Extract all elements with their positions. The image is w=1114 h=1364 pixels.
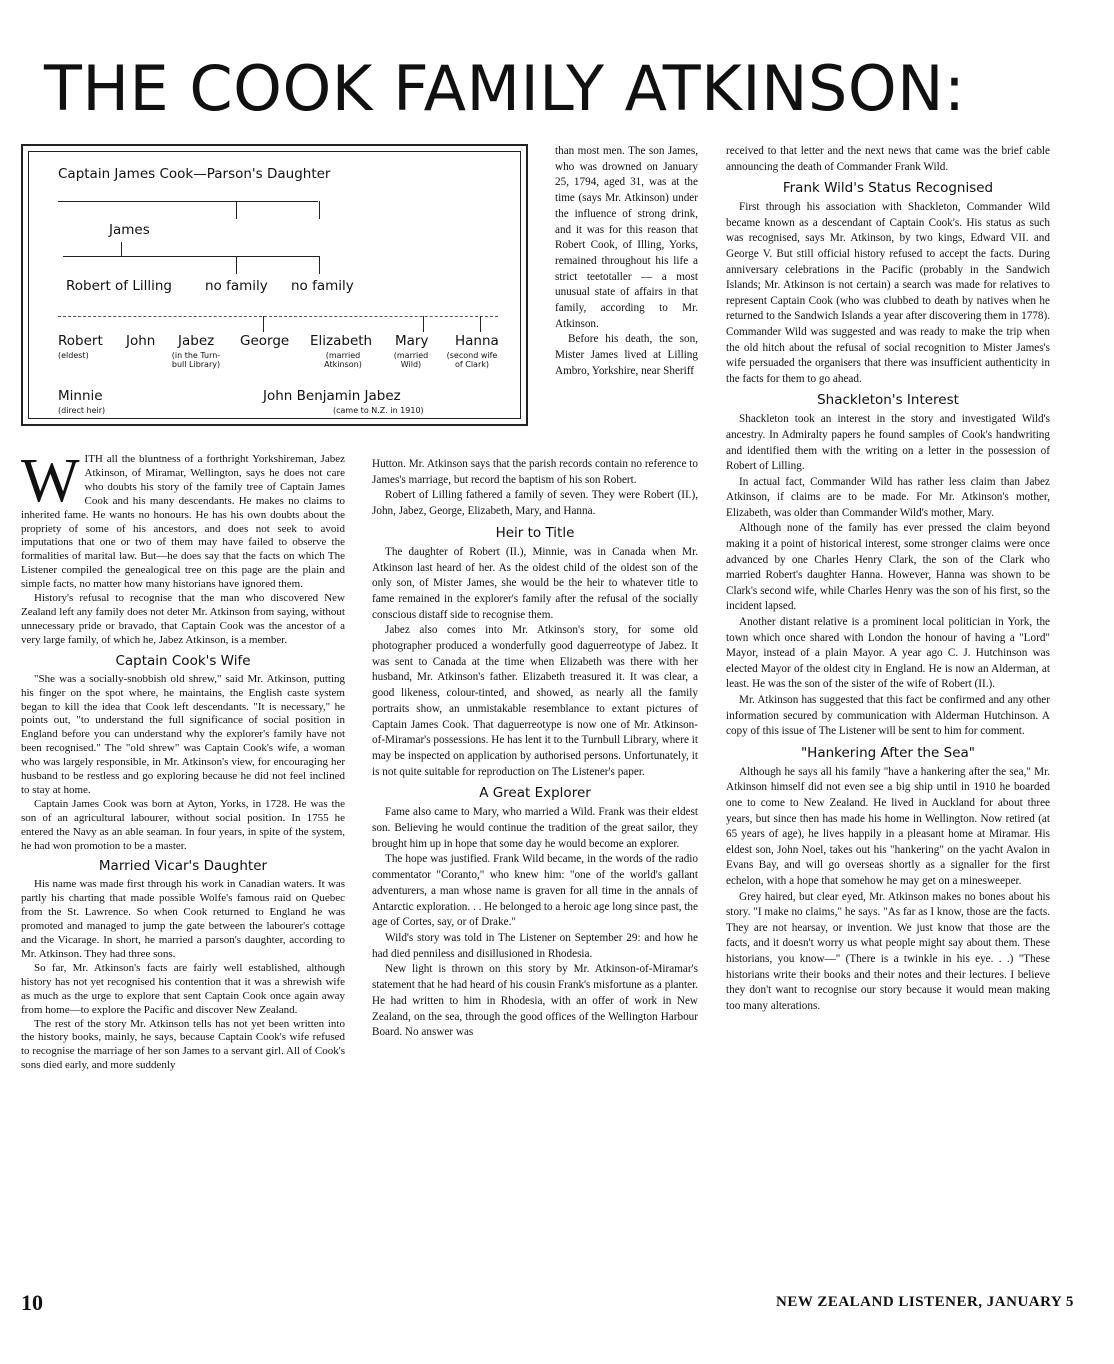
subheading: Married Vicar's Daughter xyxy=(98,858,268,875)
paragraph: Fame also came to Mary, who married a Wild. Frank was their eldest son. Believing he would continue the tradition of the great sailor, they brought him up in hope that some day he would become an explorer. xyxy=(372,806,698,850)
tree-george: George xyxy=(240,333,290,349)
tree-line xyxy=(63,256,319,257)
intro-paragraph: WITH all the bluntness of a forthright Yorkshireman, Jabez Atkinson, of Miramar, Wellington, says he does not care who doubts his story of the family tree of Captain James Cook and his many descendants. He makes no claims to inherited fame. He wants no honours. He has his own doubts about the propriety of some of his ancestors, and does not seek to avoid imputations that one or two of them may have failed to observe the formalities of marital law. But—he does say that the facts on which The Listener compiled the genealogical tree on this page are the plain and simple facts, no matter how many historians have ignored them. xyxy=(21,447,345,591)
tree-line xyxy=(236,256,237,274)
publication-footer: NEW ZEALAND LISTENER, JANUARY 5 xyxy=(776,1294,1074,1310)
tree-james: James xyxy=(109,222,150,238)
subheading: "Hankering After the Sea" xyxy=(800,744,976,761)
paragraph: "She was a socially-snobbish old shrew," said Mr. Atkinson, putting his finger on the spot where, he maintains, the English caste system began to kill the idea that Cook left descendants. "It is necessary," he points out, "to understand the full significance of social position in England before you can understand why the explorer's family have not been recognised." The "old shrew" was Captain Cook's wife, a woman who was largely responsible, in Mr. Atkinson's view, for encouraging her husband to be restless and go exploring because he did not feel inclined to stay at home. xyxy=(21,672,345,796)
tree-mary: Mary xyxy=(395,333,429,349)
paragraph: History's refusal to recognise that the man who discovered New Zealand left any family does not deter Mr. Atkinson from saying, without unnecessary pride or bravado, that Captain Cook was the ancestor of a very large family, of which he, Jabez Atkinson, is a member. xyxy=(21,592,345,646)
paragraph: Although he says all his family "have a hankering after the sea," Mr. Atkinson himself did not even see a big ship until in 1910 he boarded one to come to New Zealand. He lived in Auckland for about three years, but since then has made his home in Wellington. Now retired (at 65 years of age), he lives happily in a pleasant home at Miramar. His eldest son, John Noel, takes out his "hankering" on the yacht Avalon in Evans Bay, and will go overseas shortly as a signaller for the first echelon, with a hope that somehow he may get on a minesweeper. xyxy=(726,765,1050,887)
column-3 xyxy=(726,144,1050,1014)
tree-minnie-note: (direct heir) xyxy=(58,406,106,415)
paragraph: The hope was justified. Frank Wild became, in the words of the radio commentator "Coranto," who knew him: "one of the world's gallant adventurers, a man whose name is graven for all time in the annals of Antarctic exploration. . . He belonged to a heroic age long since past, the age of Cortes, say, or of Drake." xyxy=(372,853,698,929)
paragraph: Before his death, the son, Mister James lived at Lilling Ambro, Yorkshire, near Sheriff xyxy=(555,333,698,377)
paragraph: Robert of Lilling fathered a family of seven. They were Robert (II.), John, Jabez, George, Elizabeth, Mary, and Hanna. xyxy=(372,489,698,518)
tree-john-benjamin-jabez: John Benjamin Jabez xyxy=(263,388,401,404)
paragraph: Captain James Cook was born at Ayton, Yorks, in 1728. He was the son of an agricultural labourer, without social position. In 1755 he entered the Navy as an able seaman. In four years, in spite of the system, he had won promotion to be a master. xyxy=(21,797,345,852)
tree-line xyxy=(58,201,318,202)
tree-hanna-note: (second wife of Clark) xyxy=(446,351,498,369)
tree-line xyxy=(480,316,481,332)
subheading: Captain Cook's Wife xyxy=(115,652,251,669)
tree-mary-note: (married Wild) xyxy=(393,351,429,369)
paragraph: Grey haired, but clear eyed, Mr. Atkinson makes no bones about his story. "I make no claims," he says. "As far as I know, those are the facts. They are not hearsay, or invention. We just know that those are the facts, and it doesn't worry us what people might say about them. These historians, you know—" (There is a twinkle in his eye. . .) "These historians write their books and their notes and their lectures. I believe they don't want to recognise our story because it would mean making too many alterations. xyxy=(726,890,1050,1012)
tree-john: John xyxy=(126,333,156,349)
paragraph: Mr. Atkinson has suggested that this fact be confirmed and any other information secured by communication with Alderman Hutchinson. A copy of this issue of The Listener will be sent to him for comment. xyxy=(726,694,1050,738)
tree-line xyxy=(236,201,237,219)
tree-line xyxy=(319,256,320,274)
column-2 xyxy=(372,457,698,1041)
tree-line xyxy=(121,242,122,256)
paragraph: The rest of the story Mr. Atkinson tells has not yet been written into the history books, mainly, he says, because Captain Cook's wife refused to recognise the marriage of her son James to a servant girl. All of Cook's sons died early, and more suddenly xyxy=(21,1017,345,1072)
tree-line xyxy=(319,201,320,219)
subheading: Shackleton's Interest xyxy=(817,392,959,409)
paragraph: The daughter of Robert (II.), Minnie, was in Canada when Mr. Atkinson last heard of her. As the oldest child of the oldest son of the only son, of Mister James, she would be the heir to whatever title to fame remained in the explorer's family after the refusal of the socially conscious distaff side to recognise them. xyxy=(372,545,698,621)
tree-line xyxy=(58,316,498,317)
paragraph: Shackleton took an interest in the story and investigated Wild's ancestry. In Admiralty papers he found samples of Cook's handwriting and identified them with the writing on a letter in the possession of Robert of Lilling. xyxy=(726,413,1050,473)
paragraph: First through his association with Shackleton, Commander Wild became known as a descendant of Captain Cook's. His status as such was recognised, says Mr. Atkinson, by two kings, Edward VII. and George V. But still official history refused to accept the facts. During anniversary celebrations in the Pacific (probably in the Sandwich Islands; Mr. Atkinson is not certain) a search was made for relatives to represent Captain Cook (who was clubbed to death by natives when he returned to the Sandwich Islands a year after discovering them in 1778). Commander Wild was suggested and was ready to make the trip when the old hitch about the refusal of social recognition to Mister James's wife persuaded the organisers that there was insufficient authenticity in the facts for them to go ahead. xyxy=(726,201,1050,385)
tree-no-family-1: no family xyxy=(205,278,268,294)
paragraph: Although none of the family has ever pressed the claim beyond making it a point of historical interest, some stronger claims were once advanced by one Charles Henry Clark, the son of the Clark who married Robert's daughter Hanna. However, Hanna was shown to be Clark's second wife, while Charles Henry was the son of his first, so the incident lapsed. xyxy=(726,522,1050,613)
column-1 xyxy=(21,447,345,1073)
paragraph: than most men. The son James, who was drowned on January 25, 1794, aged 31, was at the time (says Mr. Atkinson) under the influence of strong drink, and it was for this reason that Robert Cook, of Illing, Yorks, remained throughout his life a strict teetotaller — a most unusual state of affairs in that family, according to Mr. Atkinson. xyxy=(555,145,698,330)
paragraph: received to that letter and the next news that came was the brief cable announcing the death of Commander Frank Wild. xyxy=(726,145,1050,173)
paragraph: Wild's story was told in The Listener on September 29: and how he had died penniless and disillusioned in Rhodesia. xyxy=(372,931,698,960)
tree-minnie: Minnie xyxy=(58,388,103,404)
tree-elizabeth-note: (married Atkinson) xyxy=(324,351,362,369)
subheading: Heir to Title xyxy=(495,524,575,541)
tree-jabez: Jabez xyxy=(178,333,215,349)
paragraph: Another distant relative is a prominent local politician in York, the town which once shared with London the honour of having a "Lord" Mayor, instead of a plain Mayor. A year ago C. J. Hutchinson was elected Mayor of the oldest city in England. He is now an Alderman, at least. He was the son of the sister of the wife of Robert (II.). xyxy=(726,616,1050,691)
tree-robert-note: (eldest) xyxy=(58,351,89,360)
column-2-upper xyxy=(555,144,698,380)
paragraph: Hutton. Mr. Atkinson says that the parish records contain no reference to James's marriage, but record the baptism of his son Robert. xyxy=(372,458,698,486)
tree-no-family-2: no family xyxy=(291,278,354,294)
tree-top-couple: Captain James Cook—Parson's Daughter xyxy=(58,166,331,182)
family-tree xyxy=(21,144,528,426)
headline: THE COOK FAMILY ATKINSON: xyxy=(44,52,966,125)
tree-line xyxy=(423,316,424,332)
tree-robert: Robert xyxy=(58,333,103,349)
paragraph: His name was made first through his work in Canadian waters. It was partly his charting that made possible Wolfe's famous raid on Quebec from the St. Lawrence. So when Cook returned to England he was promoted and managed to jump the gate between the labourer's cottage and the Vicarage. In short, he married a parson's daughter, according to Mr. Atkinson. They had three sons. xyxy=(21,878,345,960)
drop-cap: W xyxy=(21,447,80,515)
tree-elizabeth: Elizabeth xyxy=(310,333,373,349)
tree-line xyxy=(263,316,264,332)
subheading: Frank Wild's Status Recognised xyxy=(782,180,994,197)
page-number: 10 xyxy=(21,1290,43,1315)
paragraph: In actual fact, Commander Wild has rather less claim than Jabez Atkinson, if claims are to be made. For Mr. Atkinson's mother, Elizabeth, was older than Commander Wild's mother, Mary. xyxy=(726,475,1050,519)
paragraph: So far, Mr. Atkinson's facts are fairly well established, although history has not yet recognised his contention that it was a shrewish wife as much as the urge to explore that sent Captain Cook once again away from home—to explore the Pacific and discover New Zealand. xyxy=(21,961,345,1016)
tree-robert-of-lilling: Robert of Lilling xyxy=(66,278,172,294)
paragraph: New light is thrown on this story by Mr. Atkinson-of-Miramar's statement that he had heard of his cousin Frank's misfortune as a planter. He had written to him in Rhodesia, with an offer of work in New Zealand, on the sea, through the good offices of the Wellington Harbour Board. No answer was xyxy=(372,963,698,1039)
tree-jabez-note: (in the Turn- bull Library) xyxy=(171,351,221,369)
paragraph: Jabez also comes into Mr. Atkinson's story, for some old photographer produced a wonderfully good daguerreotype of Jabez. It was sent to Canada at the time when Elizabeth was there with her husband, Mr. Atkinson's father. Elizabeth treasured it. It was clear, a good likeness, colour-tinted, and showed, as nearly all the family portraits show, an unmistakable resemblance to extant pictures of Captain James Cook. That daguerreotype is now one of Mr. Atkinson-of-Miramar's possessions. He has lent it to the Turnbull Library, where it may be inspected on application by authorised persons. Unfortunately, it is not quite suitable for reproduction on The Listener's paper. xyxy=(372,624,698,778)
tree-john-benjamin-jabez-note: (came to N.Z. in 1910) xyxy=(333,406,424,415)
tree-hanna: Hanna xyxy=(455,333,499,349)
subheading: A Great Explorer xyxy=(479,785,591,802)
